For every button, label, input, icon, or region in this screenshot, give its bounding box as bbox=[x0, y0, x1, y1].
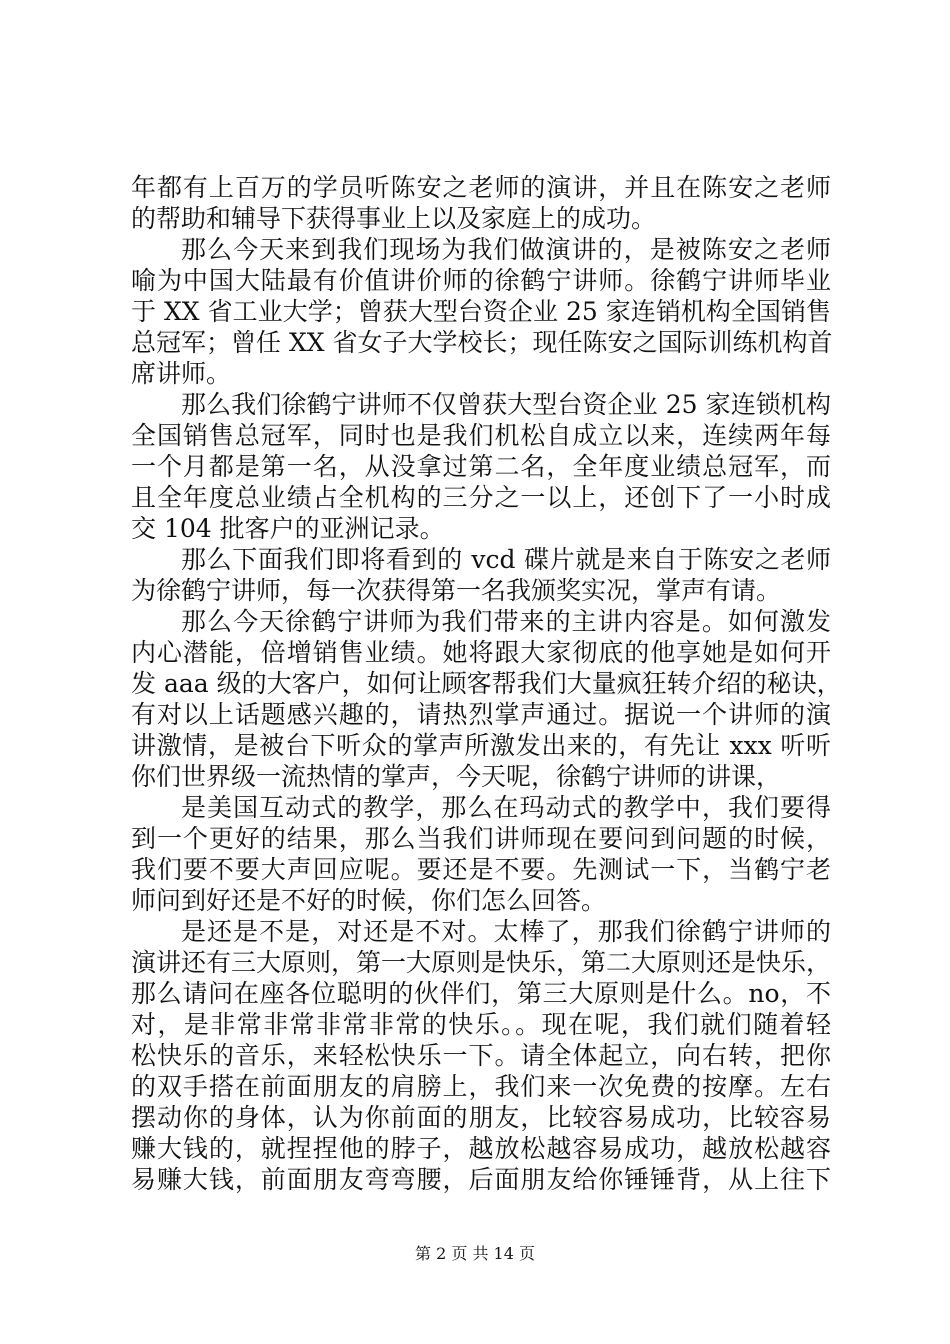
text-line: 于 XX 省工业大学；曾获大型台资企业 25 家连销机构全国销售 bbox=[131, 297, 831, 326]
text-line: 总冠军；曾任 XX 省女子大学校长；现任陈安之国际训练机构首 bbox=[131, 328, 833, 357]
text-line: 内心潜能，倍增销售业绩。她将跟大家彻底的他享她是如何开 bbox=[131, 638, 831, 667]
text-line: 我们要不要大声回应呢。要还是不要。先测试一下，当鹤宁老 bbox=[131, 855, 831, 884]
text-line: 有对以上话题感兴趣的，请热烈掌声通过。据说一个讲师的演 bbox=[131, 700, 831, 729]
text-line: 交 104 批客户的亚洲记录。 bbox=[131, 514, 445, 543]
text-line: 那么请问在座各位聪明的伙伴们，第三大原则是什么。no，不 bbox=[131, 979, 831, 1008]
text-line: 年都有上百万的学员听陈安之老师的演讲，并且在陈安之老师 bbox=[131, 173, 831, 202]
text-line: 对，是非常非常非常非常的快乐。。现在呢，我们就们随着轻 bbox=[131, 1010, 831, 1039]
text-line: 那么我们徐鹤宁讲师不仅曾获大型台资企业 25 家连锁机构 bbox=[181, 390, 831, 419]
text-line: 全国销售总冠军，同时也是我们机松自成立以来，连续两年每 bbox=[131, 421, 831, 450]
text-line: 到一个更好的结果，那么当我们讲师现在要问到问题的时候， bbox=[131, 824, 831, 853]
text-line: 那么今天来到我们现场为我们做演讲的，是被陈安之老师 bbox=[181, 235, 831, 264]
text-line: 喻为中国大陆最有价值讲价师的徐鹤宁讲师。徐鹤宁讲师毕业 bbox=[131, 266, 831, 295]
text-line: 的帮助和辅导下获得事业上以及家庭上的成功。 bbox=[131, 204, 657, 233]
text-line: 你们世界级一流热情的掌声，今天呢，徐鹤宁讲师的讲课， bbox=[131, 762, 782, 791]
text-line: 且全年度总业绩占全机构的三分之一以上，还创下了一小时成 bbox=[131, 483, 831, 512]
text-line: 那么今天徐鹤宁讲师为我们带来的主讲内容是。如何激发 bbox=[181, 607, 831, 636]
text-line: 席讲师。 bbox=[131, 359, 232, 388]
text-line: 演讲还有三大原则，第一大原则是快乐，第二大原则还是快乐， bbox=[131, 948, 832, 977]
text-line: 摆动你的身体，认为你前面的朋友，比较容易成功，比较容易 bbox=[131, 1103, 831, 1132]
page-number-footer: 第 2 页 共 14 页 bbox=[415, 1244, 535, 1263]
text-line: 师问到好还是不好的时候，你们怎么回答。 bbox=[131, 886, 607, 915]
text-line: 为徐鹤宁讲师，每一次获得第一名我颁奖实况，掌声有请。 bbox=[131, 576, 782, 605]
text-line: 是美国互动式的教学，那么在玛动式的教学中，我们要得 bbox=[181, 793, 831, 822]
text-line: 那么下面我们即将看到的 vcd 碟片就是来自于陈安之老师 bbox=[181, 545, 831, 574]
document-body bbox=[131, 172, 842, 1195]
text-line: 的双手搭在前面朋友的肩膀上，我们来一次免费的按摩。左右 bbox=[131, 1072, 831, 1101]
text-line: 易赚大钱，前面朋友弯弯腰，后面朋友给你锤锤背，从上往下 bbox=[131, 1165, 831, 1194]
text-line: 讲激情，是被台下听众的掌声所激发出来的，有先让 xxx 听听 bbox=[131, 731, 831, 760]
text-line: 发 aaa 级的大客户，如何让顾客帮我们大量疯狂转介绍的秘诀， bbox=[131, 669, 842, 698]
text-line: 赚大钱的，就捏捏他的脖子，越放松越容易成功，越放松越容 bbox=[131, 1134, 831, 1163]
text-line: 松快乐的音乐，来轻松快乐一下。请全体起立，向右转，把你 bbox=[131, 1041, 831, 1070]
text-line: 一个月都是第一名，从没拿过第二名，全年度业绩总冠军，而 bbox=[131, 452, 831, 481]
text-line: 是还是不是，对还是不对。太棒了，那我们徐鹤宁讲师的 bbox=[181, 917, 831, 946]
